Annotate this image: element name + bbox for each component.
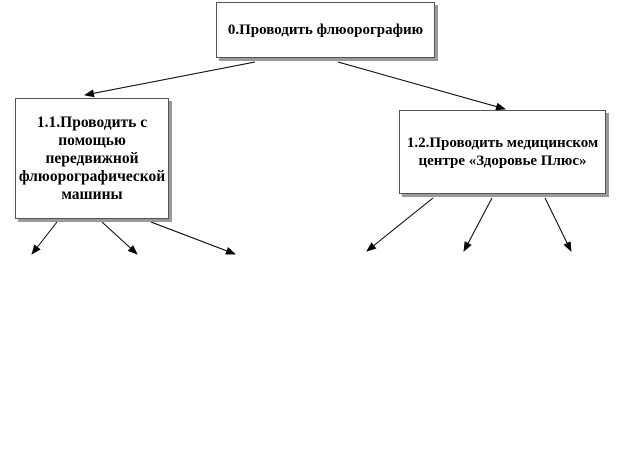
arrow-right-out-2 <box>464 198 492 251</box>
arrow-left-out-3 <box>151 222 235 254</box>
node-1-2-medical-center <box>399 110 606 194</box>
arrow-left-out-1 <box>32 222 57 254</box>
node-1-1-label: 1.1.Проводить с помощью передвижной флюорографической машины <box>18 113 166 203</box>
arrow-root-to-left <box>85 62 255 95</box>
node-1-1-mobile-unit <box>15 98 169 219</box>
root-node-label: 0.Проводить флюорографию <box>227 22 424 38</box>
arrow-left-out-2 <box>102 222 137 254</box>
node-1-2-label: 1.2.Проводить медицинском центре «Здоровье Плюс» <box>406 135 599 169</box>
arrow-right-out-3 <box>545 198 571 251</box>
arrow-right-out-1 <box>367 198 433 251</box>
arrow-root-to-right <box>338 62 505 109</box>
root-node <box>216 2 435 58</box>
